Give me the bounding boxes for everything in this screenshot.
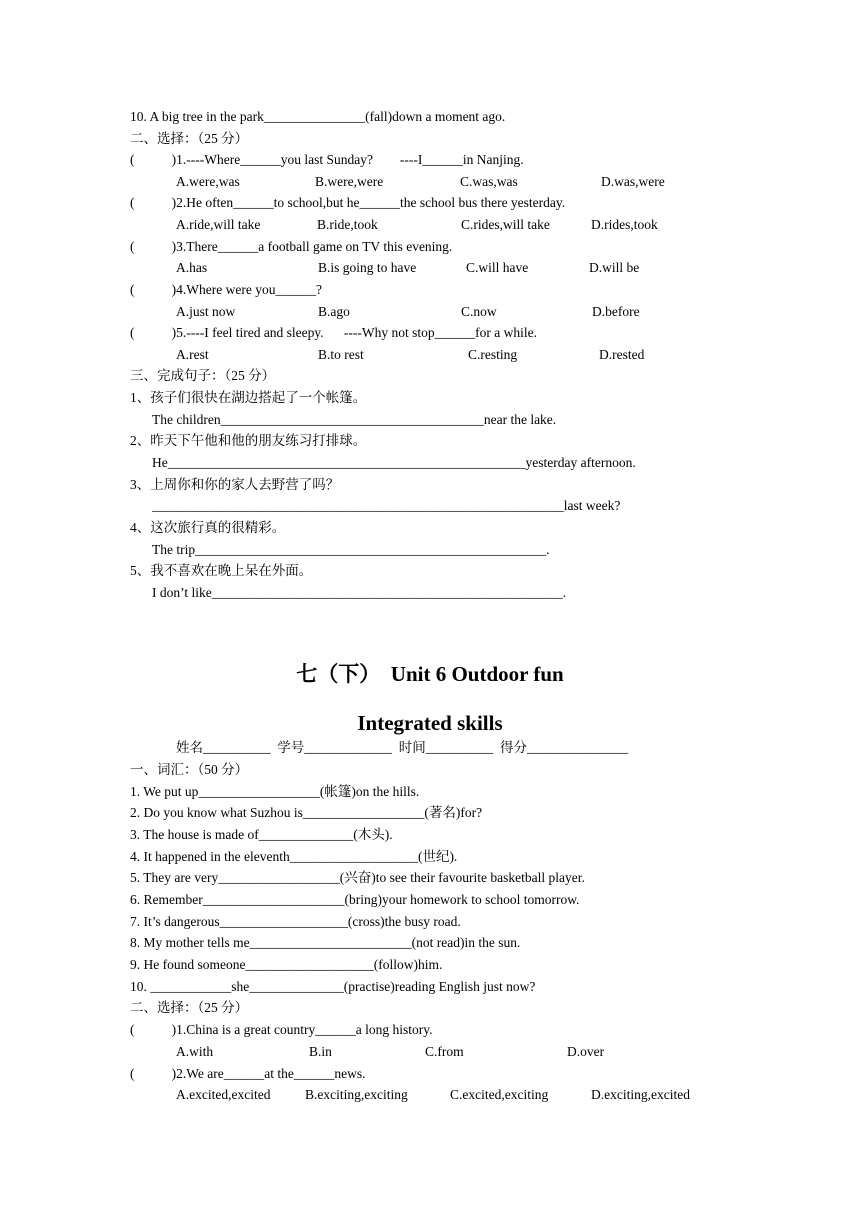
option: B.exciting,exciting [305,1087,408,1102]
sentence-chinese: 1、孩子们很快在湖边搭起了一个帐篷。 [130,390,367,405]
option: A.has [176,260,208,275]
option: C.rides,will take [461,217,550,232]
choice-section-header: 二、选择：（25 分） [130,1000,249,1015]
vocab-item: 3. The house is made of______________(木头). [130,827,393,842]
sentence-english: The trip____________________________________________________. [152,542,550,557]
vocab-item: 8. My mother tells me________________________(not read)in the sun. [130,935,521,950]
option: A.were,was [176,174,240,189]
choice-section-header: 二、选择：（25 分） [130,131,249,146]
question-stem: ( )1.China is a great country______a long history. [130,1022,433,1037]
option: D.will be [589,260,640,275]
option: C.will have [466,260,529,275]
option: D.was,were [601,174,665,189]
sentence-chinese: 4、这次旅行真的很精彩。 [130,520,286,535]
complete-section-header: 三、完成句子：（25 分） [130,368,276,383]
unit-title: 七（下） Unit 6 Outdoor fun [296,662,564,686]
option: A.excited,excited [176,1087,271,1102]
question-stem: ( )3.There______a football game on TV this evening. [130,239,453,254]
vocab-item: 5. They are very__________________(兴奋)to see their favourite basketball player. [130,870,585,885]
option: D.over [567,1044,605,1059]
vocab-item: 2. Do you know what Suzhou is__________________(著名)for? [130,805,483,820]
vocab-section-header: 一、词汇：（50 分） [130,762,249,777]
question-stem: ( )4.Where were you______? [130,282,322,297]
option: D.before [592,304,640,319]
option: D.rides,took [591,217,658,232]
vocab-item: 1. We put up__________________(帐篷)on the hills. [130,784,420,799]
unit-subtitle: Integrated skills [357,711,503,735]
option: B.in [309,1044,332,1059]
option: A.ride,will take [176,217,261,232]
sentence-english: I don’t like____________________________________________________. [152,585,567,600]
student-info-line: 姓名__________ 学号_____________ 时间__________ 得分_______________ [176,740,629,755]
option: A.with [176,1044,214,1059]
sentence-chinese: 5、我不喜欢在晚上呆在外面。 [130,563,313,578]
vocab-item: 7. It’s dangerous___________________(cross)the busy road. [130,914,461,929]
option: B.to rest [318,347,364,362]
question-stem: ( )1.----Where______you last Sunday? ----I______in Nanjing. [130,152,524,167]
option: D.exciting,excited [591,1087,690,1102]
question-stem: ( )2.He often______to school,but he______the school bus there yesterday. [130,195,566,210]
sentence-english: He_____________________________________________________yesterday afternoon. [152,455,636,470]
sentence-chinese: 3、上周你和你的家人去野营了吗？ [130,477,340,492]
question-stem: ( )2.We are______at the______news. [130,1066,366,1081]
option: B.ride,took [317,217,378,232]
option: C.resting [468,347,518,362]
option: A.just now [176,304,236,319]
option: D.rested [599,347,645,362]
option: C.excited,exciting [450,1087,549,1102]
option: B.ago [318,304,350,319]
vocab-item: 10. ____________she______________(practise)reading English just now? [130,979,536,994]
vocab-item: 9. He found someone___________________(follow)him. [130,957,443,972]
option: C.now [461,304,497,319]
question-stem: ( )5.----I feel tired and sleepy. ----Why not stop______for a while. [130,325,537,340]
option: C.was,was [460,174,518,189]
vocab-item-10: 10. A big tree in the park_______________(fall)down a moment ago. [130,109,506,124]
vocab-item: 6. Remember_____________________(bring)your homework to school tomorrow. [130,892,580,907]
option: C.from [425,1044,464,1059]
option: A.rest [176,347,209,362]
option: B.is going to have [318,260,417,275]
vocab-item: 4. It happened in the eleventh___________________(世纪). [130,849,458,864]
sentence-chinese: 2、昨天下午他和他的朋友练习打排球。 [130,433,367,448]
sentence-english: _____________________________________________________________last week? [152,498,621,513]
option: B.were,were [315,174,384,189]
sentence-english: The children_______________________________________near the lake. [152,412,557,427]
